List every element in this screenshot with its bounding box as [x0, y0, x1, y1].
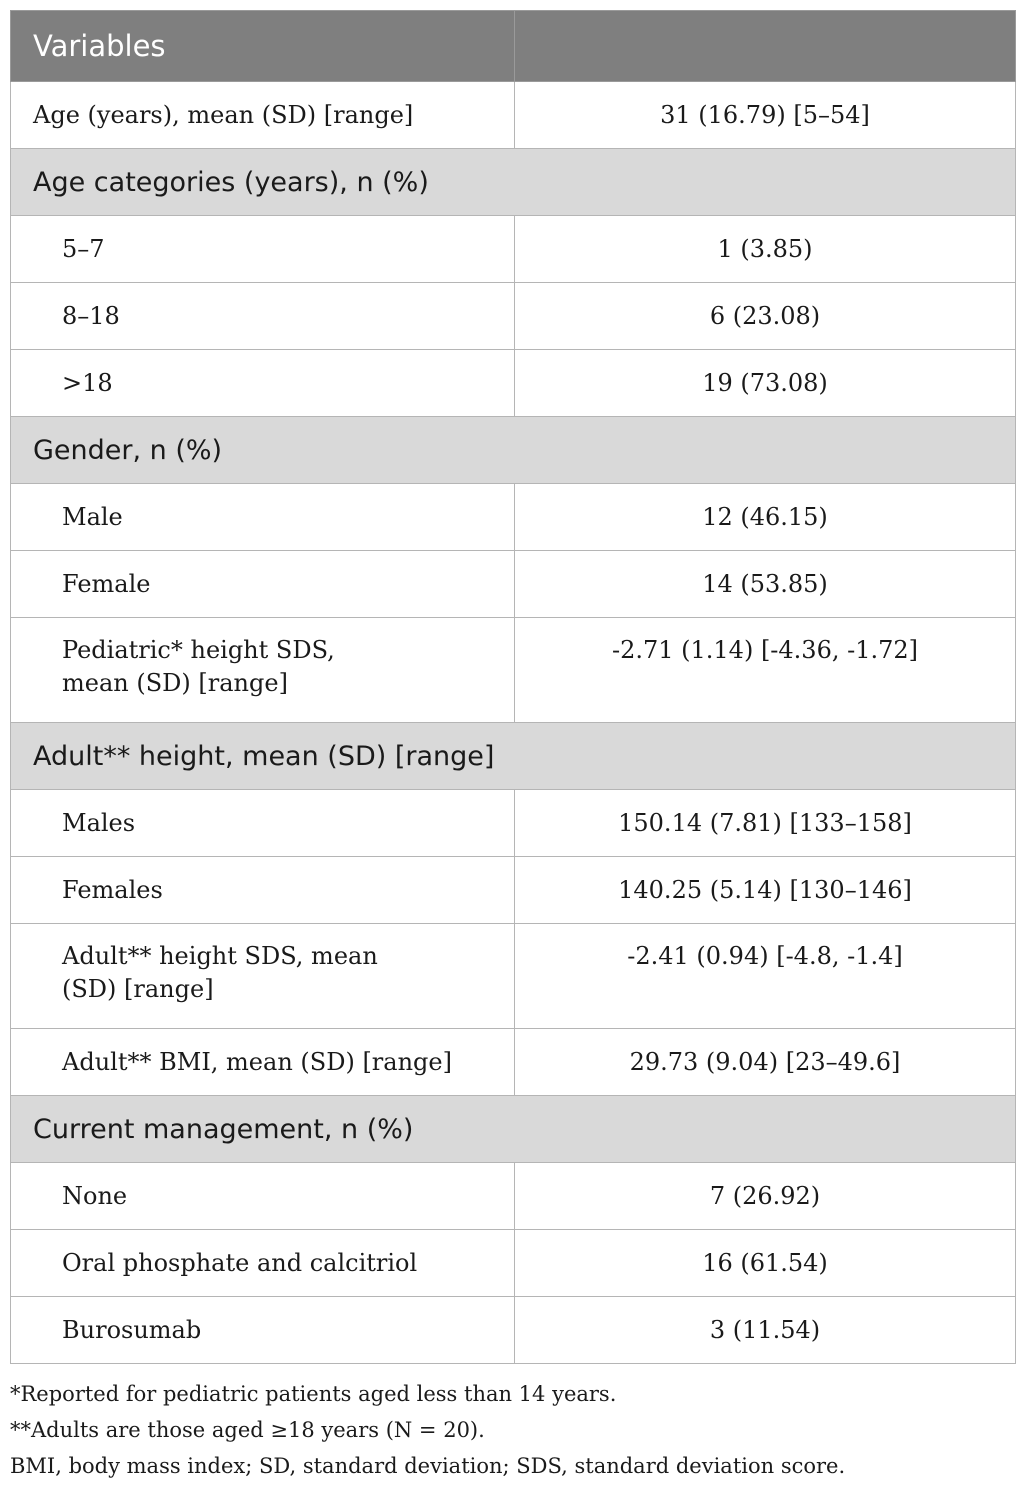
- row-label: Burosumab: [11, 1297, 515, 1364]
- category-row: [11, 417, 1016, 484]
- row-label-line: mean (SD) [range]: [62, 669, 288, 697]
- header-variables: Variables: [11, 11, 515, 82]
- row-label: Adult** BMI, mean (SD) [range]: [11, 1029, 515, 1096]
- demographics-table: [10, 10, 1016, 1364]
- table-row: [11, 216, 1016, 283]
- row-label: Age (years), mean (SD) [range]: [11, 82, 515, 149]
- table-row: [11, 1297, 1016, 1364]
- table-row: [11, 551, 1016, 618]
- table-row: [11, 82, 1016, 149]
- row-value: 140.25 (5.14) [130–146]: [515, 857, 1016, 924]
- row-value: 7 (26.92): [515, 1163, 1016, 1230]
- row-value: 3 (11.54): [515, 1297, 1016, 1364]
- table-row: [11, 484, 1016, 551]
- table-row: [11, 857, 1016, 924]
- category-label: Current management, n (%): [11, 1096, 1016, 1163]
- footnote-abbreviations: BMI, body mass index; SD, standard deviation; SDS, standard deviation score.: [10, 1454, 846, 1478]
- row-value: 12 (46.15): [515, 484, 1016, 551]
- table-row: [11, 283, 1016, 350]
- row-value: -2.71 (1.14) [-4.36, -1.72]: [515, 618, 1016, 723]
- table-row: [11, 1230, 1016, 1297]
- row-value: -2.41 (0.94) [-4.8, -1.4]: [515, 924, 1016, 1029]
- row-label-line: Adult** height SDS, mean: [62, 942, 378, 970]
- row-label: 8–18: [11, 283, 515, 350]
- category-row: [11, 723, 1016, 790]
- category-label: Gender, n (%): [11, 417, 1016, 484]
- row-label: >18: [11, 350, 515, 417]
- row-label-line: (SD) [range]: [62, 975, 214, 1003]
- row-label: None: [11, 1163, 515, 1230]
- table-row: [11, 1029, 1016, 1096]
- row-value: 14 (53.85): [515, 551, 1016, 618]
- footnote-pediatric: *Reported for pediatric patients aged less than 14 years.: [10, 1382, 617, 1406]
- category-label: Age categories (years), n (%): [11, 149, 1016, 216]
- row-label: Male: [11, 484, 515, 551]
- row-label: Males: [11, 790, 515, 857]
- table-row: [11, 924, 1016, 1029]
- row-value: 6 (23.08): [515, 283, 1016, 350]
- row-value: 19 (73.08): [515, 350, 1016, 417]
- row-value: 29.73 (9.04) [23–49.6]: [515, 1029, 1016, 1096]
- footnotes: [10, 1376, 1015, 1484]
- table-row: [11, 1163, 1016, 1230]
- table-row: [11, 618, 1016, 723]
- row-label: Female: [11, 551, 515, 618]
- category-label: Adult** height, mean (SD) [range]: [11, 723, 1016, 790]
- row-label: Oral phosphate and calcitriol: [11, 1230, 515, 1297]
- footnote-adults: **Adults are those aged ≥18 years (N = 20).: [10, 1418, 485, 1442]
- row-value: 1 (3.85): [515, 216, 1016, 283]
- header-values: [515, 11, 1016, 82]
- category-row: [11, 149, 1016, 216]
- row-label: 5–7: [11, 216, 515, 283]
- table-body: [11, 11, 1016, 1364]
- row-label: Females: [11, 857, 515, 924]
- category-row: [11, 1096, 1016, 1163]
- row-label: [11, 924, 515, 1029]
- row-value: 16 (61.54): [515, 1230, 1016, 1297]
- row-label-line: Pediatric* height SDS,: [62, 636, 335, 664]
- table-row: [11, 350, 1016, 417]
- table-row: [11, 790, 1016, 857]
- table-header-row: [11, 11, 1016, 82]
- row-value: 150.14 (7.81) [133–158]: [515, 790, 1016, 857]
- row-value: 31 (16.79) [5–54]: [515, 82, 1016, 149]
- row-label: [11, 618, 515, 723]
